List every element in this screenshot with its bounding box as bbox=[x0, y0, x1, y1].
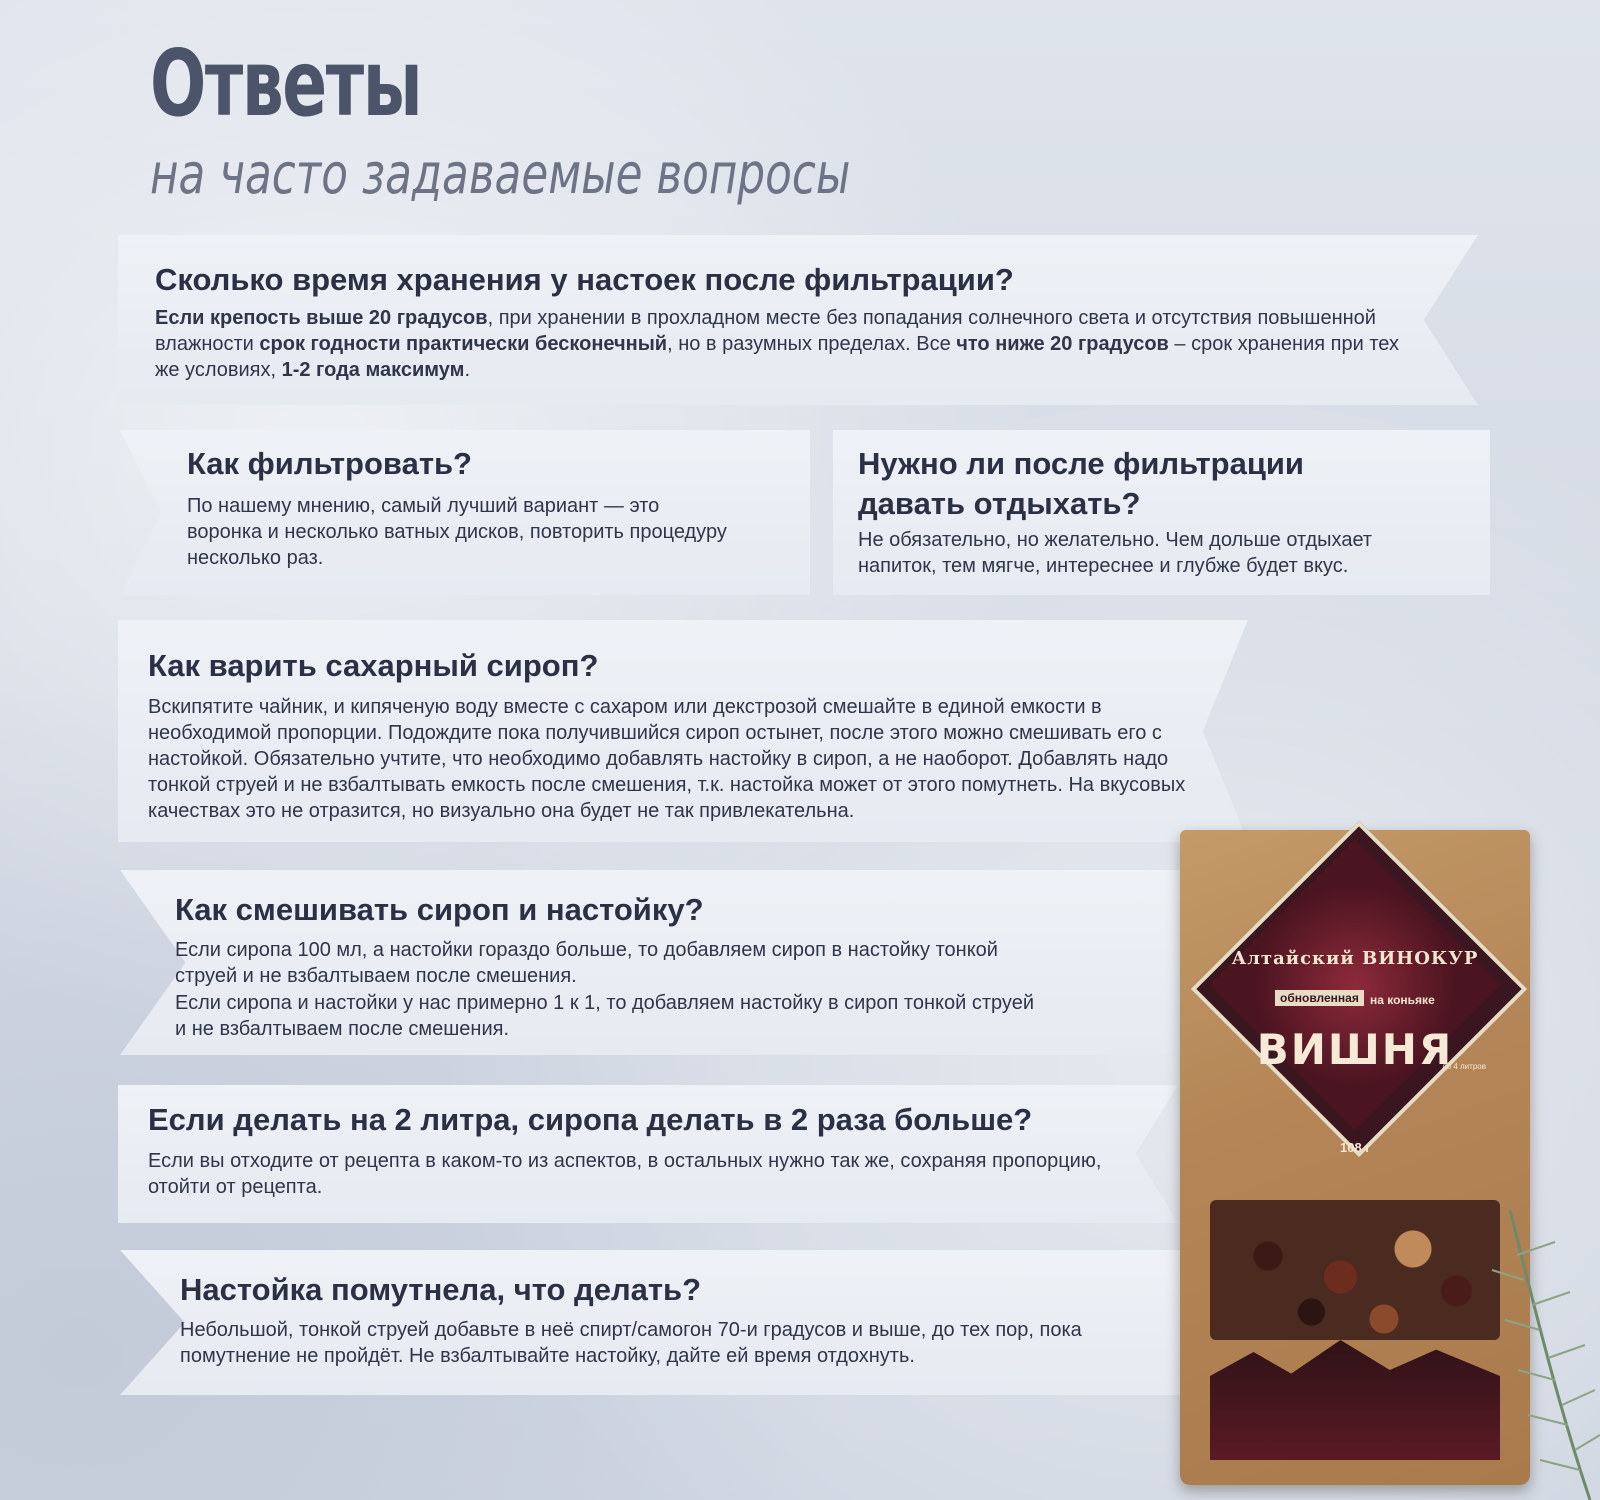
faq-question-4: Как варить сахарный сироп? bbox=[148, 648, 599, 683]
faq-answer-1-part: . bbox=[464, 359, 471, 381]
faq-answer-5b: Если сиропа и настойки у нас примерно 1 к 1, то добавляем настойку в сироп тонкой струей и не взбалтываем после смешения. bbox=[175, 992, 1034, 1040]
product-name: ВИШНЯ bbox=[1256, 1025, 1454, 1074]
page-title: Ответы bbox=[150, 30, 422, 137]
faq-answer-1-part: , но в разумных пределах. Все bbox=[667, 333, 957, 355]
product-mountains bbox=[1210, 1340, 1500, 1460]
faq-answer-1-part: – срок хранения при тех же условиях, bbox=[155, 333, 1399, 381]
faq-question-6: Если делать на 2 литра, сиропа делать в 2 раза больше? bbox=[148, 1102, 1033, 1137]
faq-answer-2: По нашему мнению, самый лучший вариант — это воронка и несколько ватных дисков, повторить процедуру несколько раз. bbox=[187, 495, 727, 569]
faq-answer-4: Вскипятите чайник, и кипяченую воду вместе с сахаром или декстрозой смешайте в единой емкости в необходимой пропорции. Подождите пока получившийся сироп остынет, после этого можно смешивать его с настойкой. Обязательно учтите, что необходимо добавлять настойку в сироп, а не наоборот. Добавлять надо тонкой струей и не взбалтывать емкость после смешения, т.к. настойка может от этого помутнеть. На вкусовых качествах это не отразится, но визуально она будет не так привлекательна. bbox=[148, 696, 1186, 822]
faq-answer-1-part: , при хранении в прохладном месте без попадания солнечного света и отсутствия повышенной влажности bbox=[155, 307, 1376, 355]
faq-question-5: Как смешивать сироп и настойку? bbox=[175, 892, 704, 927]
product-weight: 108 г bbox=[1340, 1140, 1371, 1155]
faq-answer-1-part: что ниже 20 градусов bbox=[956, 333, 1169, 355]
faq-question-3: Нужно ли после фильтрации давать отдыхать? bbox=[858, 446, 1304, 521]
product-badge: обновленная bbox=[1275, 990, 1364, 1006]
product-window bbox=[1210, 1200, 1500, 1340]
faq-question-1: Сколько время хранения у настоек после фильтрации? bbox=[155, 262, 1014, 297]
faq-answer-6: Если вы отходите от рецепта в каком-то из аспектов, в остальных нужно так же, сохраняя пропорцию, отойти от рецепта. bbox=[148, 1150, 1102, 1198]
page-subtitle: на часто задаваемые вопросы bbox=[150, 142, 851, 207]
faq-answer-1-part: срок годности практически бесконечный bbox=[259, 333, 668, 355]
faq-answer-7: Небольшой, тонкой струей добавьте в неё спирт/самогон 70-и градусов и выше, до тех пор, пока помутнение не пройдёт. Не взбалтывайте настойку, дайте ей время отдохнуть. bbox=[180, 1319, 1082, 1367]
pine-branch-icon bbox=[1470, 1210, 1600, 1500]
product-brand: Алтайский ВИНОКУР bbox=[1231, 948, 1479, 969]
product-subtitle: на коньяке bbox=[1370, 993, 1435, 1007]
product-volume: до 4 литров bbox=[1442, 1062, 1486, 1071]
faq-answer-3: Не обязательно, но желательно. Чем дольше отдыхает напиток, тем мягче, интереснее и глубже будет вкус. bbox=[858, 529, 1373, 577]
faq-answer-1-part: 1-2 года максимум bbox=[281, 359, 465, 381]
faq-question-2: Как фильтровать? bbox=[187, 446, 472, 481]
faq-answer-5: Если сиропа 100 мл, а настойки гораздо больше, то добавляем сироп в настойку тонкой струей и не взбалтываем после смешения. bbox=[175, 939, 998, 987]
faq-answer-1 bbox=[155, 305, 1425, 383]
faq-question-7: Настойка помутнела, что делать? bbox=[180, 1272, 702, 1307]
product-label-inner bbox=[1209, 839, 1500, 1130]
faq-answer-1-part: Если крепость выше 20 градусов bbox=[155, 307, 488, 329]
